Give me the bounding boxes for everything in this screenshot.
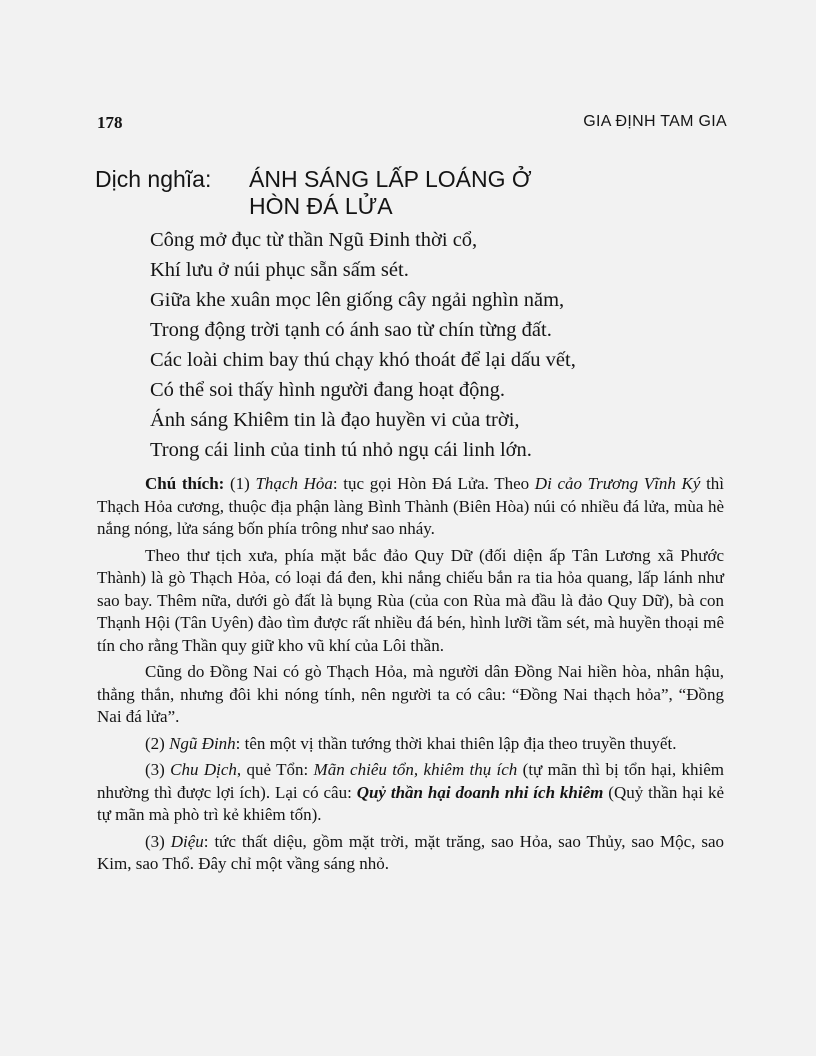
note-text: : tức thất diệu, gồm mặt trời, mặt trăng, sao Hỏa, sao Thủy, sao Mộc, sao Kim, sao Thổ. Đây chỉ một vầng sáng nhỏ.: [97, 831, 724, 873]
note-term: Chu Dịch: [170, 760, 237, 779]
note-number: (1): [224, 474, 256, 493]
poem-line: Khí lưu ở núi phục sẵn sấm sét.: [150, 259, 409, 281]
note-quote: Quỷ thần hại doanh nhi ích khiêm: [356, 782, 604, 802]
note-text: , quẻ Tổn:: [236, 760, 314, 779]
note-text: : tên một vị thần tướng thời khai thiên lập địa theo truyền thuyết.: [235, 733, 677, 753]
poem-line: Trong động trời tạnh có ánh sao từ chín từng đất.: [150, 319, 552, 341]
note-paragraph-2: Theo thư tịch xưa, phía mặt bắc đảo Quy Dữ (đối diện ấp Tân Lương xã Phước Thành) là gò Thạch Hỏa, có loại đá đen, khi nắng chiếu bắn ra tia hỏa quang, lấp lánh như sao bay. Thêm nữa, dưới gò đất là bụng Rùa (của con Rùa mà đầu là đảo Quy Dữ), bà con Thạnh Hội (Tân Uyên) đào tìm được rất nhiều đá bén, hình lưỡi tầm sét, mà huyền thoại mê tín cho rằng Thần quy giữ kho vũ khí của Lôi thần.: [97, 545, 724, 655]
poem-line: Các loài chim bay thú chạy khó thoát để lại dấu vết,: [150, 349, 576, 371]
note-paragraph-3: Cũng do Đồng Nai có gò Thạch Hỏa, mà người dân Đồng Nai hiền hòa, nhân hậu, thẳng thắn, nhưng đôi khi nóng tính, nên người ta có câu: “Đồng Nai thạch hỏa”, “Đồng Nai đá lửa”.: [97, 662, 724, 726]
page-number: 178: [97, 113, 123, 132]
note-text: thì Thạch Hỏa cương, thuộc địa phận làng Bình Thành (Biên Hòa) núi có nhiều đá lửa, mùa hè nắng nóng, lửa sáng bốn phía trông như sao nháy.: [97, 474, 725, 538]
poem-line: Giữa khe xuân mọc lên giống cây ngải nghìn năm,: [150, 289, 565, 311]
note-paragraph-1: [97, 473, 724, 541]
poem: [150, 225, 750, 465]
note-paragraph-5: [97, 759, 724, 827]
note-number: (2): [145, 733, 170, 753]
page-header: [97, 113, 727, 135]
poem-line: Trong cái linh của tinh tú nhỏ ngụ cái linh lớn.: [150, 439, 532, 461]
note-text: (tự mãn thì bị tổn hại, khiêm nhường thì được lợi ích). Lại có câu:: [97, 760, 724, 802]
note-number: (3): [145, 760, 171, 779]
poem-line: Công mở đục từ thần Ngũ Đinh thời cổ,: [150, 229, 478, 251]
notes-heading: Chú thích:: [145, 474, 225, 493]
translation-label: Dịch nghĩa:: [95, 166, 212, 192]
running-title: GIA ĐỊNH TAM GIA: [583, 113, 727, 130]
note-term: Ngũ Đinh: [169, 733, 236, 753]
poem-line: Ánh sáng Khiêm tin là đạo huyền vi của trời,: [150, 409, 520, 431]
poem-line: Có thể soi thấy hình người đang hoạt động.: [150, 379, 506, 401]
notes-body: [97, 473, 724, 880]
note-text: : tục gọi Hòn Đá Lửa. Theo: [332, 474, 535, 493]
note-term: Diệu: [170, 831, 204, 851]
note-quote: Mãn chiêu tổn, khiêm thụ ích: [313, 760, 518, 779]
note-term: Thạch Hỏa: [255, 474, 333, 493]
note-source-title: Di cảo Trương Vĩnh Ký: [534, 474, 701, 493]
note-number: (3): [145, 831, 171, 851]
poem-title-line-1: ÁNH SÁNG LẤP LOÁNG Ở: [249, 166, 532, 192]
note-paragraph-4: [97, 733, 724, 756]
note-paragraph-6: [97, 831, 724, 876]
note-text: (Quỷ thần hại kẻ tự mãn mà phò trì kẻ khiêm tốn).: [97, 782, 724, 824]
poem-title-line-2: HÒN ĐÁ LỬA: [249, 193, 393, 219]
